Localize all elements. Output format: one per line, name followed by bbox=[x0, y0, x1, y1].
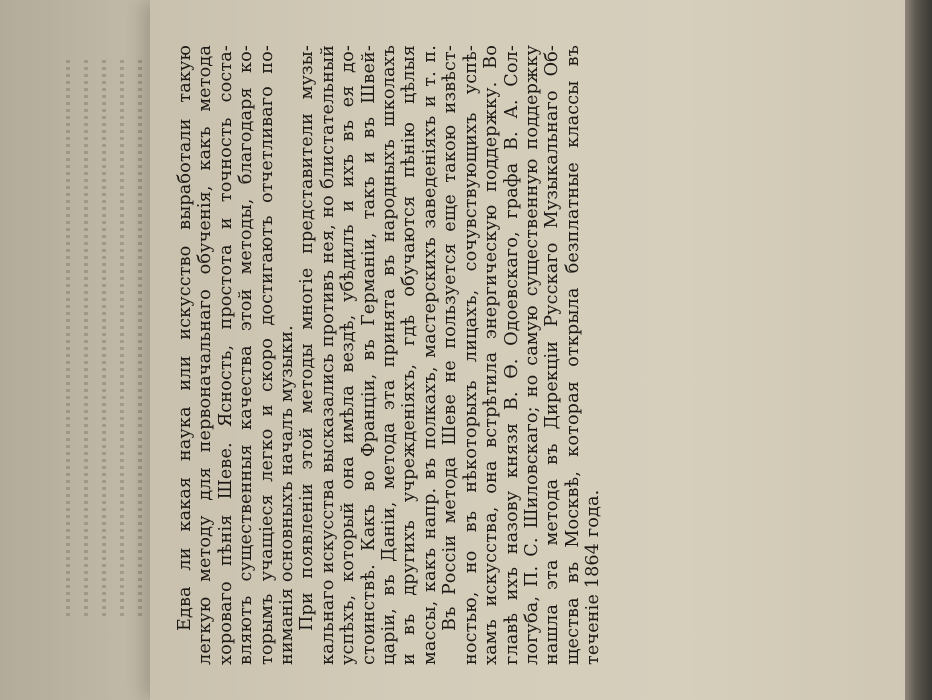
paragraph-2 bbox=[297, 45, 440, 665]
text-line: и въ другихъ учрежденіяхъ, гдѣ обучаются пѣнію цѣлыя bbox=[399, 45, 420, 665]
text-line: царіи, въ Даніи, метода эта принята въ народныхъ школахъ bbox=[379, 45, 400, 665]
text-line: стоинствѣ. Какъ во Франціи, въ Германіи, такъ и въ Швей- bbox=[358, 45, 379, 665]
text-line: щества въ Москвѣ, которая открыла безплатные классы въ bbox=[562, 45, 583, 665]
text-line: Въ Россіи метода Шеве не пользуется еще такою извѣст- bbox=[440, 45, 461, 631]
text-line: Едва ли какая наука или искусство выработали такую bbox=[175, 45, 195, 631]
text-line: вляютъ существенныя качества этой методы, благодаря ко- bbox=[236, 45, 257, 665]
text-line: легкую методу для первоначальнаго обученія, какъ метода bbox=[195, 45, 216, 665]
text-line: ностью, но въ нѣкоторыхъ лицахъ, сочувствующихъ успѣ- bbox=[460, 45, 481, 665]
text-line: кальнаго искусства высказались противъ нея, но блистательный bbox=[317, 45, 338, 665]
paragraph-3 bbox=[440, 45, 603, 665]
text-line: При появленіи этой методы многіе представители музы- bbox=[297, 45, 318, 631]
text-line: ниманія основныхъ началъ музыки. bbox=[277, 325, 298, 665]
text-line: хамъ искусства, она встрѣтила энергическую поддержку. Во bbox=[481, 45, 502, 665]
text-line: главѣ ихъ назову князя В. Ѳ. Одоевскаго, графа В. А. Сол- bbox=[501, 45, 522, 665]
paragraph-1 bbox=[175, 45, 297, 665]
text-line: массы, какъ напр. въ полкахъ, мастерскихъ заведеніяхъ и т. п. bbox=[419, 45, 440, 665]
page-text bbox=[175, 45, 735, 665]
text-line: логуба, П. С. Шиловскаго; но самую существенную поддержку bbox=[521, 45, 542, 665]
text-line: успѣхъ, который она имѣла вездѣ, убѣдилъ и ихъ въ ея до- bbox=[338, 45, 359, 665]
page-edge-shadow bbox=[905, 0, 932, 700]
text-line: торымъ учащіеся легко и скоро достигаютъ отчетливаго по- bbox=[256, 45, 277, 665]
text-line: теченіе 1864 года. bbox=[583, 489, 604, 665]
text-line: хороваго пѣнія Шеве. Ясность, простота и точность соста- bbox=[215, 45, 236, 665]
text-line: нашла эта метода въ Дирекціи Русскаго Музыкальнаго Об- bbox=[542, 45, 563, 665]
